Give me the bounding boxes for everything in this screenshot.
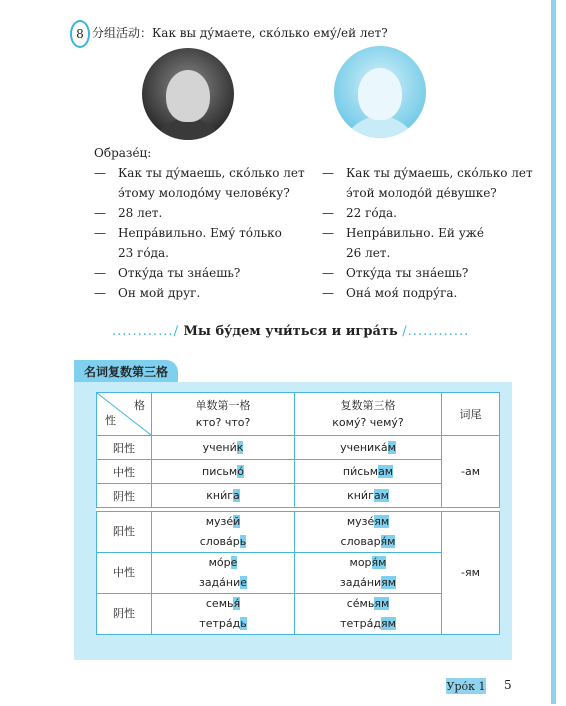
plural-cell [295,553,442,594]
plural-cell [295,460,442,484]
singular-title: 单数第一格 [195,399,251,412]
word [295,532,441,552]
word [152,573,294,593]
ending-highlight: я́ [233,597,241,610]
dialog-line [322,203,533,223]
plural-cell [295,436,442,460]
ending-highlight: ям [374,515,390,528]
word [295,553,441,573]
ending-highlight: ь [239,535,247,548]
gender-cell: 阳性 [97,436,152,460]
dash: — [322,286,334,300]
dialog-text: 26 лет. [346,246,391,260]
singular-cell [152,484,295,508]
dialog-text: Как ты ду́маешь, ско́лько лет [118,166,305,180]
ending-highlight: ь [240,617,247,630]
word [152,553,294,573]
corner-case-label: 格 [134,399,145,412]
lesson-tag: Уро́к 1 [446,679,486,693]
singular-sub: кто? что? [195,416,251,429]
dash [94,183,118,203]
ending-highlight: ям [381,617,396,630]
plural-sub: кому́? чему́? [332,416,404,429]
word [295,512,441,532]
word [295,594,441,614]
corner-cell [97,393,152,436]
word [152,532,294,552]
dialog-left [94,163,305,303]
gender-cell: 阴性 [97,484,152,508]
dash [94,243,118,263]
dialog-line [322,263,533,283]
dash: — [322,226,334,240]
dots-right: /............ [402,324,470,339]
photo-face [166,70,210,122]
table-row [97,460,500,484]
word [295,573,441,593]
gender-cell: 阳性 [97,512,152,553]
dash: — [94,266,106,280]
stem: зада́ни [339,576,382,589]
singular-cell [152,436,295,460]
dialog-text: Отку́да ты зна́ешь? [346,266,469,280]
ending-highlight: ам [378,465,394,478]
dialog-right [322,163,533,303]
stem: письм [202,465,238,478]
dialog-text: Отку́да ты зна́ешь? [118,266,241,280]
dash: — [322,206,334,220]
ending-highlight: й [233,515,241,528]
singular-cell [152,512,295,553]
corner-gender-label: 性 [105,414,116,427]
table-tab-label: 名词复数第三格 [74,360,178,382]
dialog-line [94,203,305,223]
word [152,594,294,614]
dash [322,243,346,263]
stem: мор [349,556,372,569]
gender-cell: 中性 [97,553,152,594]
dialog-text: Непра́вильно. Ей уже́ [346,226,484,240]
dialog-line [94,223,305,243]
word [152,614,294,634]
dialog-line [94,263,305,283]
table-row [97,512,500,553]
stem: кни́г [206,489,233,502]
dialog-text: э́тому молодо́му челове́ку? [118,186,290,200]
dialog-line [94,283,305,303]
ending-highlight: я́м [380,535,396,548]
gender-cell: 阴性 [97,594,152,635]
dash: — [94,286,106,300]
sample-label: Образе́ц: [94,146,152,160]
stem: музе́ [346,515,375,528]
ending-cell: -ям [442,512,500,635]
section-heading [112,324,472,339]
photo-young-man [142,48,234,140]
singular-header [152,393,295,436]
ending-highlight: м [387,441,396,454]
photo-face [358,68,402,120]
stem: зада́ни [198,576,241,589]
photo-young-woman [334,46,426,138]
ending-highlight: е [240,576,248,589]
stem: пи́сьм [342,465,379,478]
page-number: 5 [504,678,512,692]
plural-title: 复数第三格 [340,399,396,412]
dash: — [94,206,106,220]
stem: словар [340,535,381,548]
plural-cell [295,594,442,635]
table-row [97,484,500,508]
ending-highlight: ам [373,489,389,502]
stem: учени́ [202,441,237,454]
dialog-text: э́той молодо́й де́вушке? [346,186,497,200]
plural-cell [295,512,442,553]
task-instruction: 分组活动：Как вы ду́маете, ско́лько ему́/ей лет? [92,26,388,40]
dash: — [322,166,334,180]
dialog-line [322,283,533,303]
table-row [97,436,500,460]
stem: тетра́д [199,617,241,630]
stem: музе́ [205,515,234,528]
dash [322,183,346,203]
ending-highlight: я́м [371,556,387,569]
dash: — [94,226,106,240]
dialog-text: Как ты ду́маешь, ско́лько лет [346,166,533,180]
table-row [97,553,500,594]
dialog-line [94,243,305,263]
dialog-text: Он мой друг. [118,286,201,300]
ending-cell: -ам [442,436,500,508]
dialog-line [322,183,533,203]
dialog-line [322,223,533,243]
stem: семь [205,597,234,610]
ending-highlight: а [233,489,240,502]
plural-header [295,393,442,436]
singular-cell [152,553,295,594]
dash: — [94,166,106,180]
table-header-row [97,393,500,436]
stem: се́мь [346,597,375,610]
word [152,512,294,532]
grammar-table [96,392,500,635]
stem: мо́р [208,556,231,569]
dialog-text: Непра́вильно. Ему́ то́лько [118,226,282,240]
ending-highlight: е [230,556,238,569]
dialog-text: Она́ моя́ подру́га. [346,286,458,300]
stem: тетра́д [340,617,381,630]
dialog-line [322,163,533,183]
ending-highlight: к [236,441,244,454]
stem: слова́р [199,535,240,548]
singular-cell [152,594,295,635]
dialog-text: 23 го́да. [118,246,169,260]
gender-cell: 中性 [97,460,152,484]
dots-left: ............/ [112,324,179,339]
dialog-line [94,183,305,203]
table-row [97,594,500,635]
ending-highlight: ям [381,576,397,589]
plural-cell [295,484,442,508]
ending-header: 词尾 [442,393,500,436]
dash: — [322,266,334,280]
dialog-text: 22 го́да. [346,206,397,220]
dialog-line [94,163,305,183]
singular-cell [152,460,295,484]
dialog-line [322,243,533,263]
section-title: Мы бу́дем учи́ться и игра́ть [178,324,403,339]
task-number-badge: 8 [70,20,90,48]
stem: ученика́ [340,441,388,454]
ending-highlight: ям [374,597,390,610]
ending-highlight: о́ [237,465,244,478]
word [295,614,441,634]
dialog-text: 28 лет. [118,206,163,220]
stem: кни́г [347,489,374,502]
